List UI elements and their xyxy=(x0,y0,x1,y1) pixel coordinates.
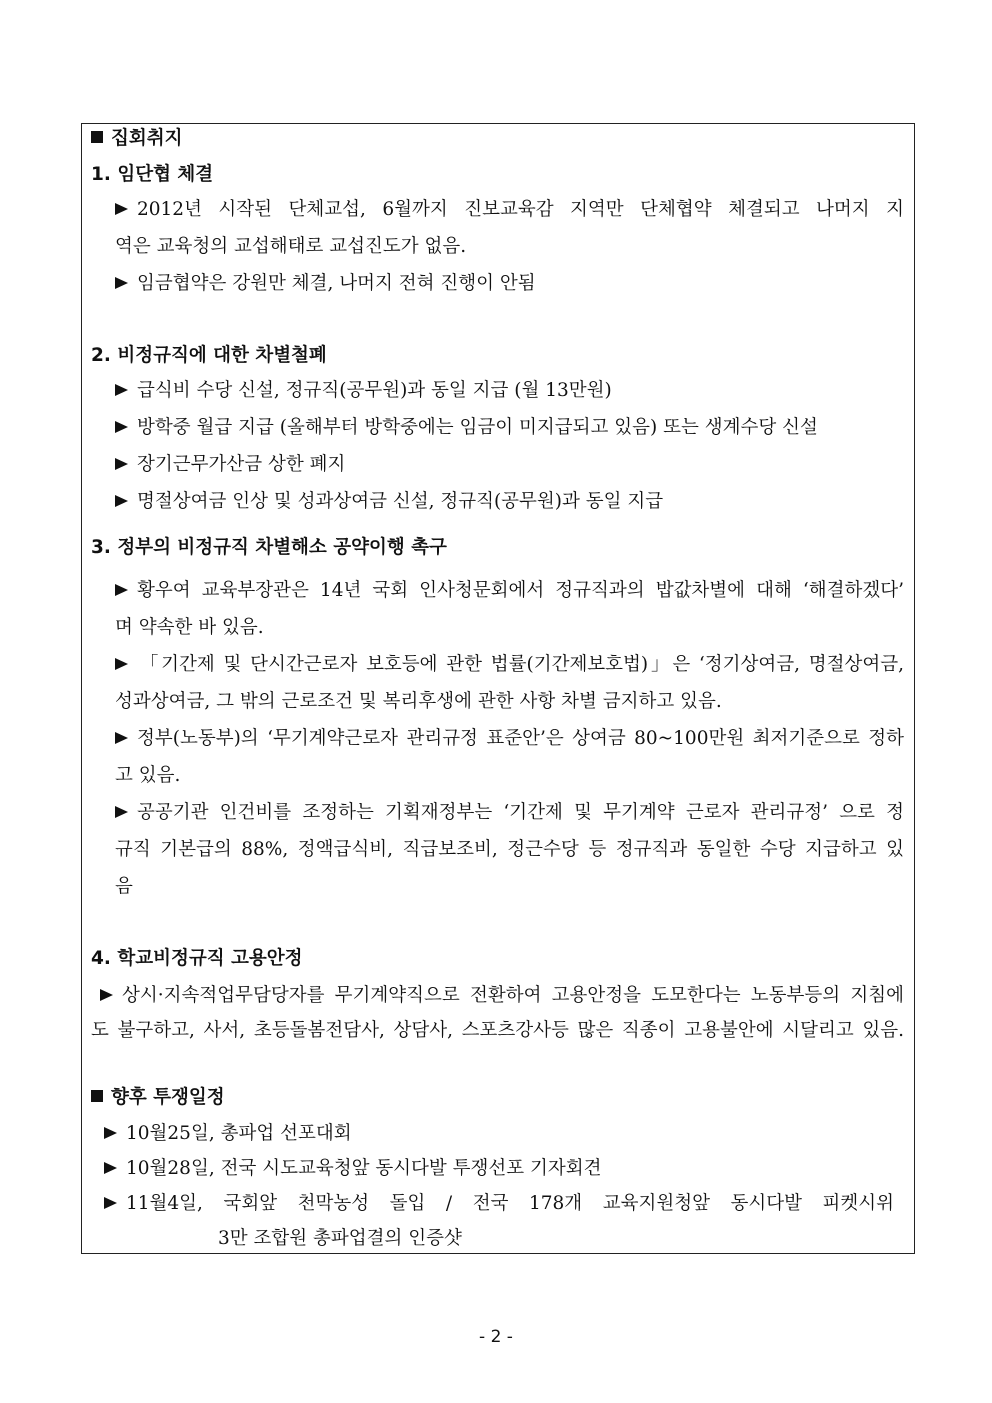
section-1-title: 1. 임단협 체결 xyxy=(91,164,214,185)
section-3-bullet-2-line-1: 「기간제 및 단시간근로자 보호등에 관한 법률(기간제보호법)」은 ‘정기상여금, 명절상여금, xyxy=(115,653,904,677)
arrow-bullet-icon xyxy=(115,421,128,433)
arrow-bullet-icon xyxy=(115,658,128,670)
arrow-bullet-icon xyxy=(115,806,128,818)
arrow-bullet-icon xyxy=(104,1127,117,1139)
arrow-bullet-icon xyxy=(115,495,128,507)
arrow-bullet-icon xyxy=(115,277,128,289)
section-2-item-1: 급식비 수당 신설, 정규직(공무원)과 동일 지급 (월 13만원) xyxy=(115,379,914,403)
arrow-bullet-icon xyxy=(100,989,113,1001)
content-box xyxy=(81,123,915,1254)
section-2-item-3: 장기근무가산금 상한 폐지 xyxy=(115,453,914,477)
section-3-bullet-4-line-1: 공공기관 인건비를 조정하는 기획재정부는 ‘기간제 및 무기계약 근로자 관리규정’ 으로 정 xyxy=(115,801,904,825)
schedule-item-3-line-1: 11월4일, 국회앞 천막농성 돌입 / 전국 178개 교육지원청앞 동시다발 피켓시위 xyxy=(104,1192,894,1216)
purpose-header: 집회취지 xyxy=(91,127,914,151)
section-3-bullet-4-line-2: 규직 기본급의 88%, 정액급식비, 직급보조비, 정근수당 등 정규직과 동일한 수당 지급하고 있 xyxy=(115,839,904,860)
section-1-bullet-1-line-1: 2012년 시작된 단체교섭, 6월까지 진보교육감 지역만 단체협약 체결되고 나머지 지 xyxy=(115,198,904,222)
section-3-bullet-3-line-1: 정부(노동부)의 ‘무기계약근로자 관리규정 표준안’은 상여금 80~100만원 최저기준으로 정하 xyxy=(115,727,904,751)
page-number: - 2 - xyxy=(479,1327,513,1347)
section-3-title: 3. 정부의 비정규직 차별해소 공약이행 촉구 xyxy=(91,537,447,558)
arrow-bullet-icon xyxy=(115,732,128,744)
square-bullet-icon xyxy=(91,1090,103,1102)
section-2-title: 2. 비정규직에 대한 차별철폐 xyxy=(91,345,327,366)
arrow-bullet-icon xyxy=(104,1197,117,1209)
section-3-bullet-2-line-2: 성과상여금, 그 밖의 근로조건 및 복리후생에 관한 사항 차별 금지하고 있음. xyxy=(115,691,722,712)
section-2-item-4: 명절상여금 인상 및 성과상여금 신설, 정규직(공무원)과 동일 지급 xyxy=(115,490,914,514)
arrow-bullet-icon xyxy=(115,384,128,396)
arrow-bullet-icon xyxy=(115,584,128,596)
arrow-bullet-icon xyxy=(115,458,128,470)
schedule-item-3-line-2: 3만 조합원 총파업결의 인증샷 xyxy=(218,1228,462,1249)
schedule-item-1: 10월25일, 총파업 선포대회 xyxy=(104,1122,914,1146)
section-1-bullet-2: 임금협약은 강원만 체결, 나머지 전혀 진행이 안됨 xyxy=(115,272,914,296)
arrow-bullet-icon xyxy=(115,203,128,215)
section-3-bullet-4-line-3: 음 xyxy=(115,876,133,897)
section-4-bullet-line-1: 상시·지속적업무담당자를 무기계약직으로 전환하여 고용안정을 도모한다는 노동부등의 지침에 xyxy=(100,984,904,1008)
square-bullet-icon xyxy=(91,131,103,143)
section-4-title: 4. 학교비정규직 고용안정 xyxy=(91,948,303,969)
section-1-bullet-1-line-2: 역은 교육청의 교섭해태로 교섭진도가 없음. xyxy=(115,236,467,257)
section-3-bullet-1-line-1: 황우여 교육부장관은 14년 국회 인사청문회에서 정규직과의 밥값차별에 대해 ‘해결하겠다’ xyxy=(115,579,904,603)
section-3-bullet-3-line-2: 고 있음. xyxy=(115,765,181,786)
schedule-header: 향후 투쟁일정 xyxy=(91,1086,914,1110)
arrow-bullet-icon xyxy=(104,1162,117,1174)
section-2-item-2: 방학중 월급 지급 (올해부터 방학중에는 임금이 미지급되고 있음) 또는 생계수당 신설 xyxy=(115,416,914,440)
schedule-item-2: 10월28일, 전국 시도교육청앞 동시다발 투쟁선포 기자회견 xyxy=(104,1157,914,1181)
section-3-bullet-1-line-2: 며 약속한 바 있음. xyxy=(115,617,264,638)
section-4-bullet-line-2: 도 불구하고, 사서, 초등돌봄전담사, 상담사, 스포츠강사등 많은 직종이 고용불안에 시달리고 있음. xyxy=(91,1020,904,1041)
